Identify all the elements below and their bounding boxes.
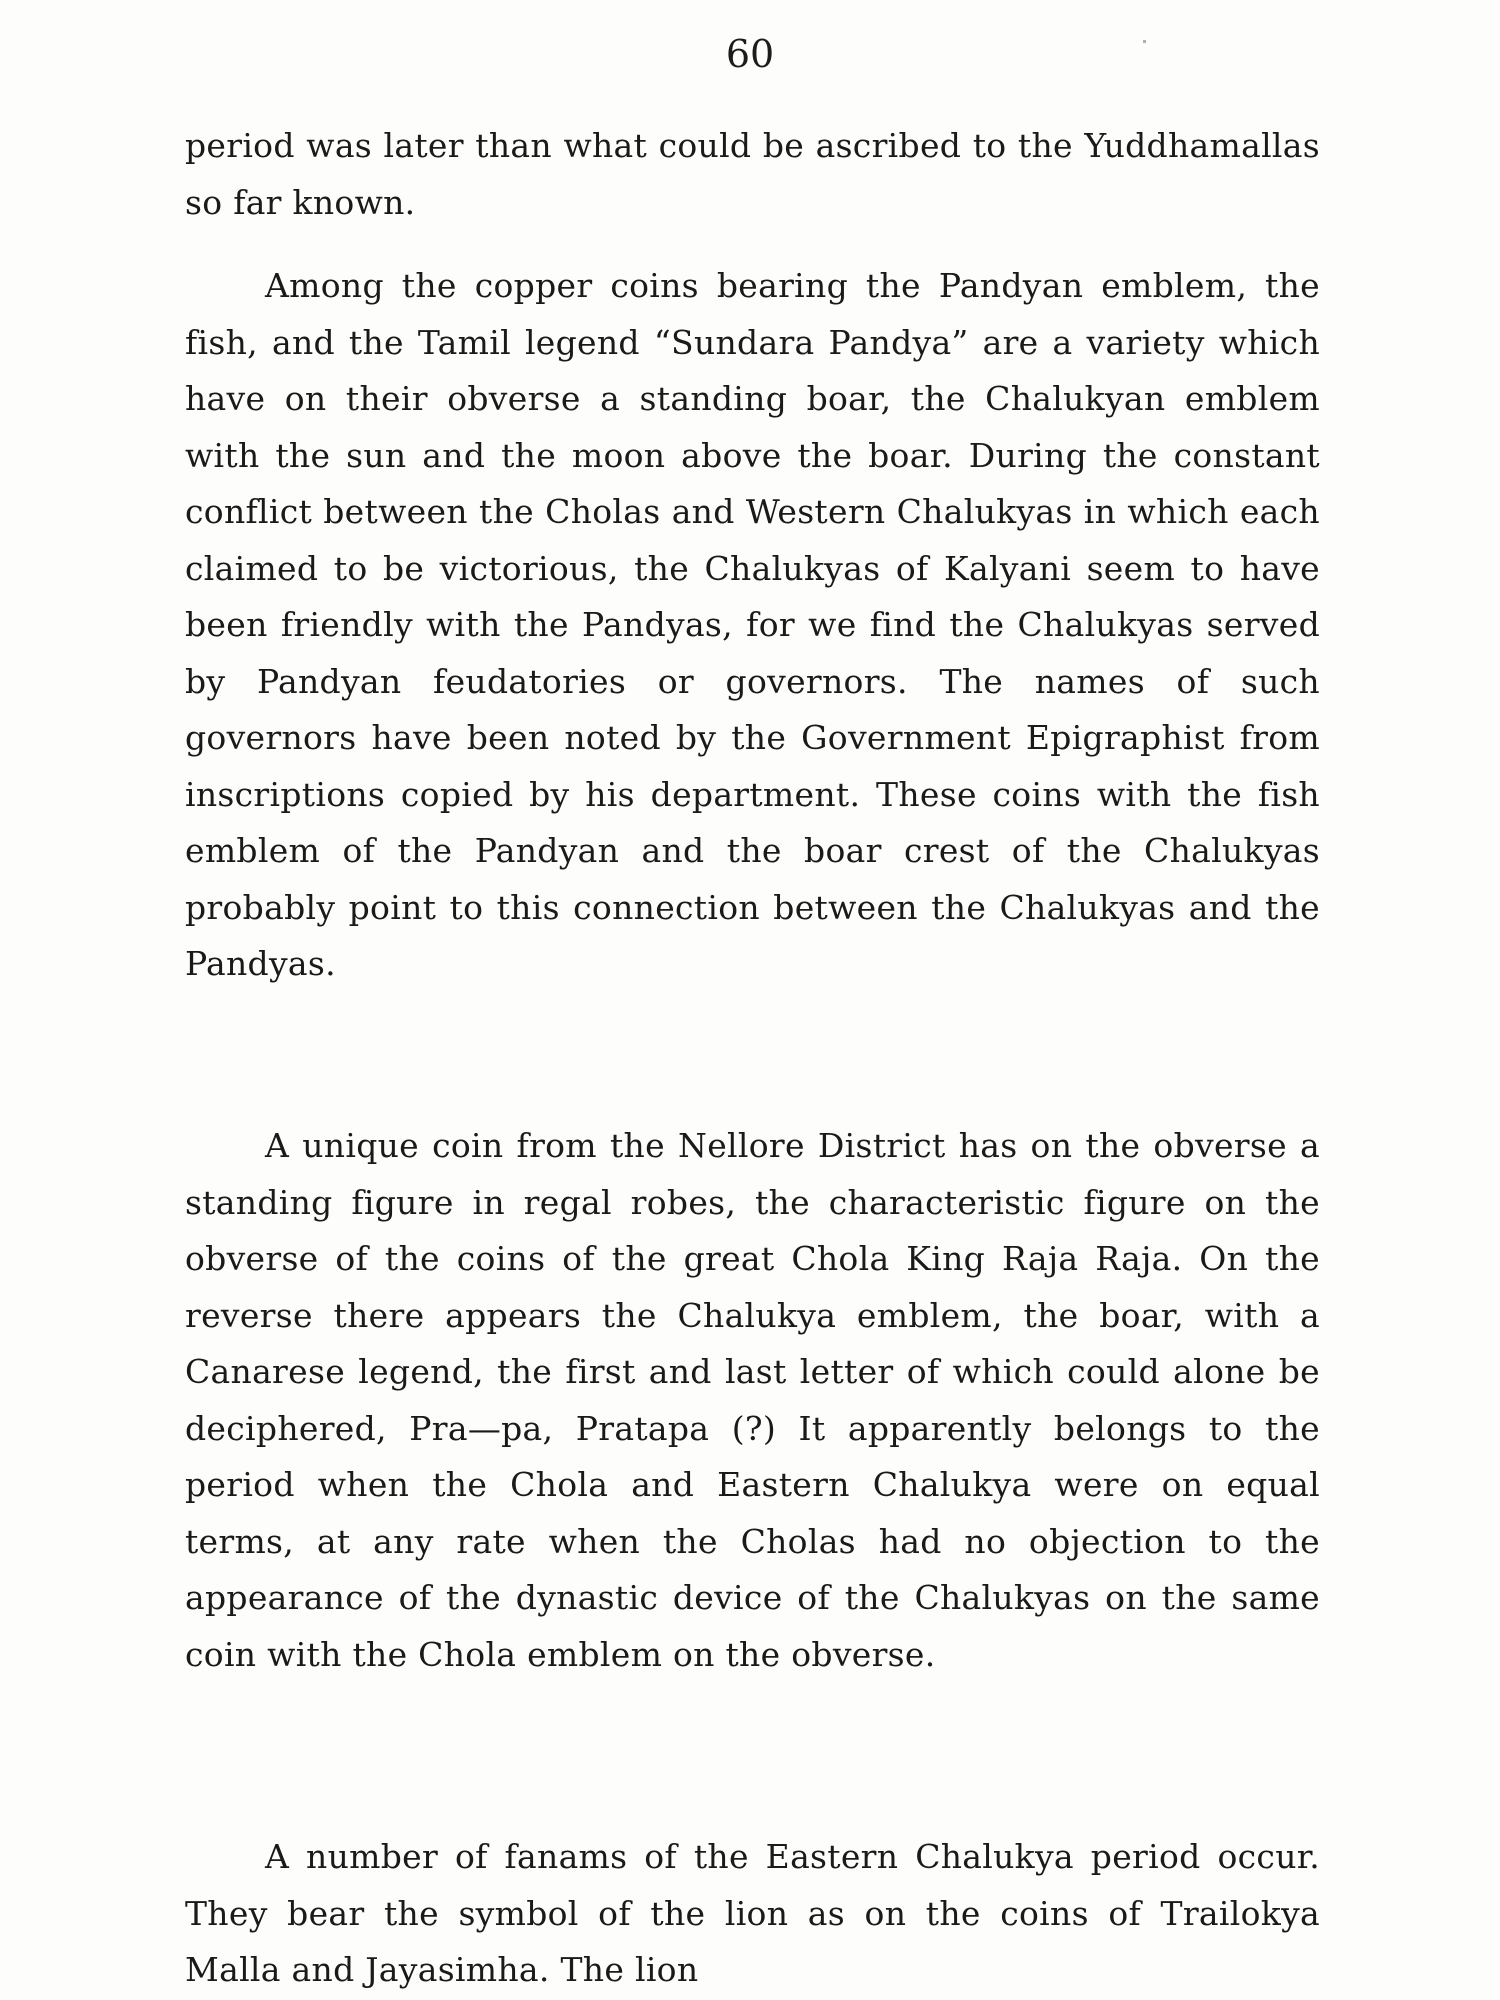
- paragraph-fanams: [185, 1829, 1320, 1999]
- paragraph-pandyan-coins: [185, 258, 1320, 993]
- paragraph-text: A unique coin from the Nellore District has on the obverse a standing figure in regal robes, the characteristic figure on the obverse of the coins of the great Chola King Raja Raja. On the reverse there appears the Chalukya emblem, the boar, with a Canarese legend, the first and last letter of which could alone be deciphered, Pra—pa, Pratapa (?) It apparently belongs to the period when the Chola and Eastern Chalukya were on equal terms, at any rate when the Cholas had no objection to the appearance of the dynastic device of the Chalukyas on the same coin with the Chola emblem on the obverse.: [185, 1126, 1320, 1674]
- paragraph-text: period was later than what could be ascribed to the Yuddhamallas so far known.: [185, 126, 1320, 222]
- paragraph-text: A number of fanams of the Eastern Chalukya period occur. They bear the symbol of the lion as on the coins of Trailokya Malla and Jayasimha. The lion: [185, 1837, 1320, 1989]
- paragraph-nellore-coin: [185, 1118, 1320, 1683]
- scan-speck: [1143, 40, 1146, 43]
- page-number: 60: [725, 32, 775, 76]
- paragraph-continuation: [185, 118, 1320, 231]
- paragraph-text: Among the copper coins bearing the Pandyan emblem, the fish, and the Tamil legend “Sundara Pandya” are a variety which have on their obverse a standing boar, the Chalukyan emblem with the sun and the moon above the boar. During the constant conflict between the Cholas and Western Chalukyas in which each claimed to be victorious, the Chalukyas of Kalyani seem to have been friendly with the Pandyas, for we find the Chalukyas served by Pandyan feudatories or governors. The names of such governors have been noted by the Government Epigraphist from inscriptions copied by his department. These coins with the fish emblem of the Pandyan and the boar crest of the Chalukyas probably point to this connection between the Chalukyas and the Pandyas.: [185, 266, 1320, 983]
